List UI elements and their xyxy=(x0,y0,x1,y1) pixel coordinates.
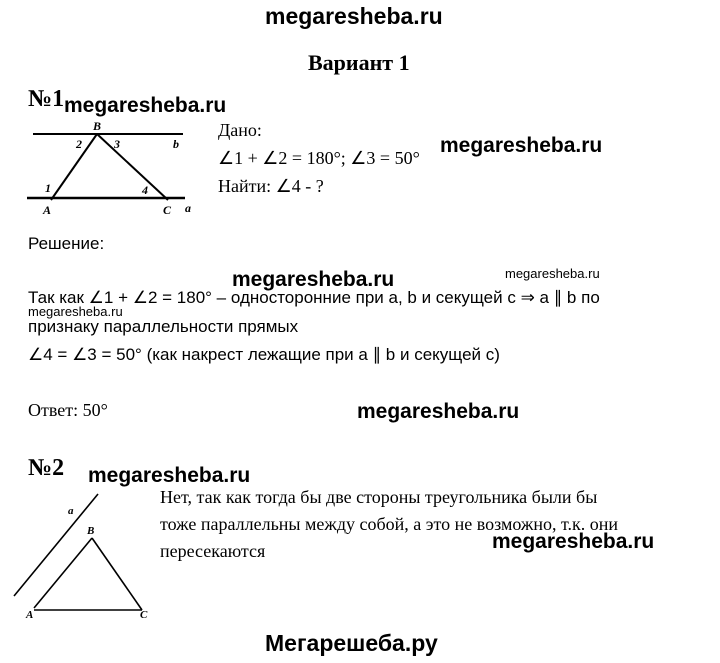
side-ab xyxy=(34,538,92,608)
label-angle-1: 1 xyxy=(45,181,51,195)
label-line-a: a xyxy=(185,201,191,215)
label-b-vertex: B xyxy=(93,119,102,133)
solution-line-1: Так как ∠1 + ∠2 = 180° – односторонние при a, b и секущей c ⇒ a ∥ b по xyxy=(28,288,600,307)
footer-watermark: Мегарешеба.ру xyxy=(265,630,438,656)
side-bc xyxy=(92,538,142,610)
label-angle-3: 3 xyxy=(114,137,120,151)
side-bc xyxy=(97,134,168,200)
label-b-vertex: B xyxy=(87,525,95,537)
watermark: megaresheba.ru xyxy=(64,94,227,117)
given-text: ∠1 + ∠2 = 180°; ∠3 = 50° xyxy=(218,148,420,168)
task2-line-1: Нет, так как тогда бы две стороны треугольника были бы xyxy=(160,487,598,507)
label-angle-4: 4 xyxy=(142,183,148,197)
task2-line-2: тоже параллельны между собой, а это не возможно, т.к. они xyxy=(160,514,618,534)
variant-title: Вариант 1 xyxy=(308,50,410,75)
watermark: megaresheba.ru xyxy=(88,464,251,487)
label-angle-2: 2 xyxy=(76,137,82,151)
task1-number: №1 xyxy=(28,86,65,112)
label-a-vertex: A xyxy=(43,203,52,217)
task2-number: №2 xyxy=(28,455,65,481)
watermark: megaresheba.ru xyxy=(232,268,395,291)
answer: Ответ: 50° xyxy=(28,400,108,420)
label-line-b: b xyxy=(173,137,179,151)
label-a-vertex: A xyxy=(26,609,34,621)
task2-line-3: пересекаются xyxy=(160,541,266,561)
solution-label: Решение: xyxy=(28,234,105,253)
task2-figure xyxy=(0,490,170,625)
solution-line-3: ∠4 = ∠3 = 50° (как накрест лежащие при a ∥ b и секущей c) xyxy=(28,345,500,364)
given-label: Дано: xyxy=(218,120,262,140)
solution-line-2: признаку параллельности прямых xyxy=(28,317,299,336)
find-text: Найти: ∠4 - ? xyxy=(218,176,324,196)
label-c-vertex: C xyxy=(140,609,148,621)
label-c-vertex: C xyxy=(163,203,172,217)
side-ab xyxy=(51,134,97,200)
watermark: megaresheba.ru xyxy=(28,304,123,319)
watermark: megaresheba.ru xyxy=(440,134,603,157)
site-header-watermark: megaresheba.ru xyxy=(265,3,443,29)
task1-figure xyxy=(25,118,205,218)
watermark: megaresheba.ru xyxy=(492,530,655,553)
watermark: megaresheba.ru xyxy=(357,400,520,423)
watermark: megaresheba.ru xyxy=(505,266,600,281)
label-line-a: a xyxy=(68,505,74,517)
